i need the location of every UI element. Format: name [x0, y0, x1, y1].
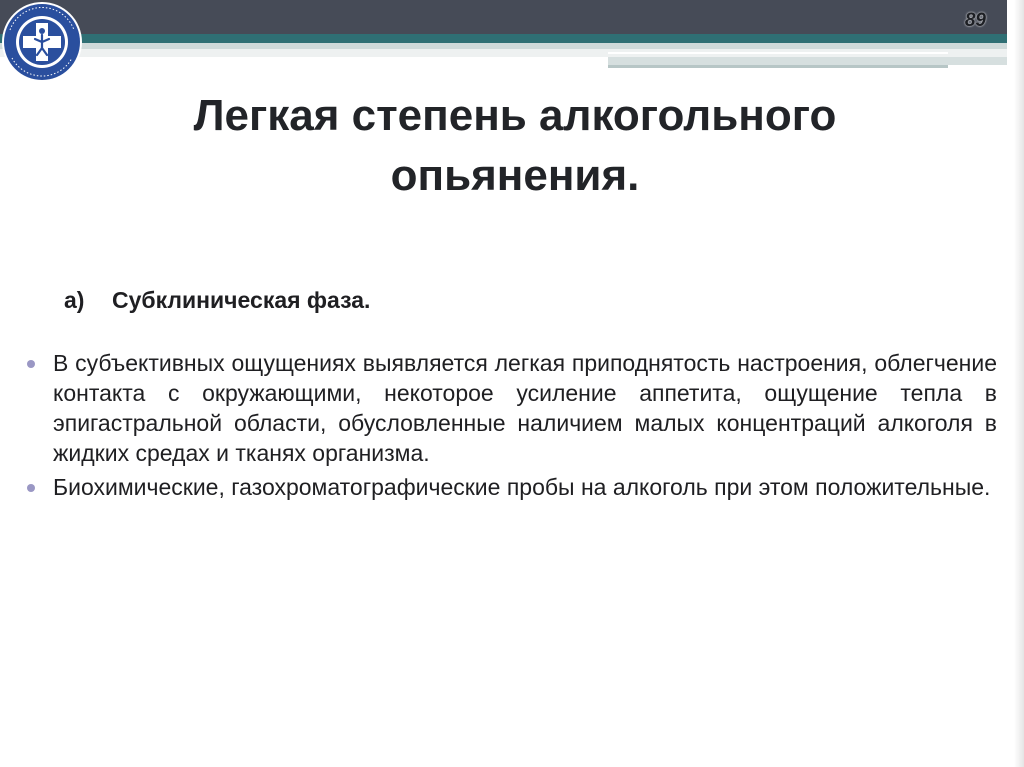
- bullet-dot-icon: [27, 484, 35, 492]
- list-item: [27, 472, 997, 502]
- bullet-dot-icon: [27, 360, 35, 368]
- list-item: [27, 348, 997, 468]
- bullet-text: В субъективных ощущениях выявляется легкая приподнятость настроения, облегчение контакта с окружающими, некоторое усиление аппетита, ощущение тепла в эпигастральной области, обусловленные наличием малых концентраций алкоголя в жидких средах и тканях организма.: [53, 350, 997, 466]
- header-teal-band: [0, 34, 1007, 43]
- slide-edge-shadow: [1014, 0, 1024, 767]
- phase-subtitle: [64, 287, 370, 314]
- header-dark-band: [0, 0, 1007, 34]
- bullet-list: [27, 348, 997, 506]
- medical-cross-person-emblem-icon: [0, 0, 84, 84]
- slide-title: Легкая степень алкогольного опьянения.: [193, 91, 837, 200]
- page-number: 89: [964, 10, 986, 31]
- header-accent-line: [608, 52, 948, 54]
- header-accent-line: [608, 65, 948, 68]
- subtitle-marker: а): [64, 287, 85, 313]
- header-light-band: [608, 57, 1007, 65]
- bullet-text: Биохимические, газохроматографические пробы на алкоголь при этом положительные.: [53, 474, 991, 500]
- subtitle-text: Субклиническая фаза.: [112, 287, 371, 313]
